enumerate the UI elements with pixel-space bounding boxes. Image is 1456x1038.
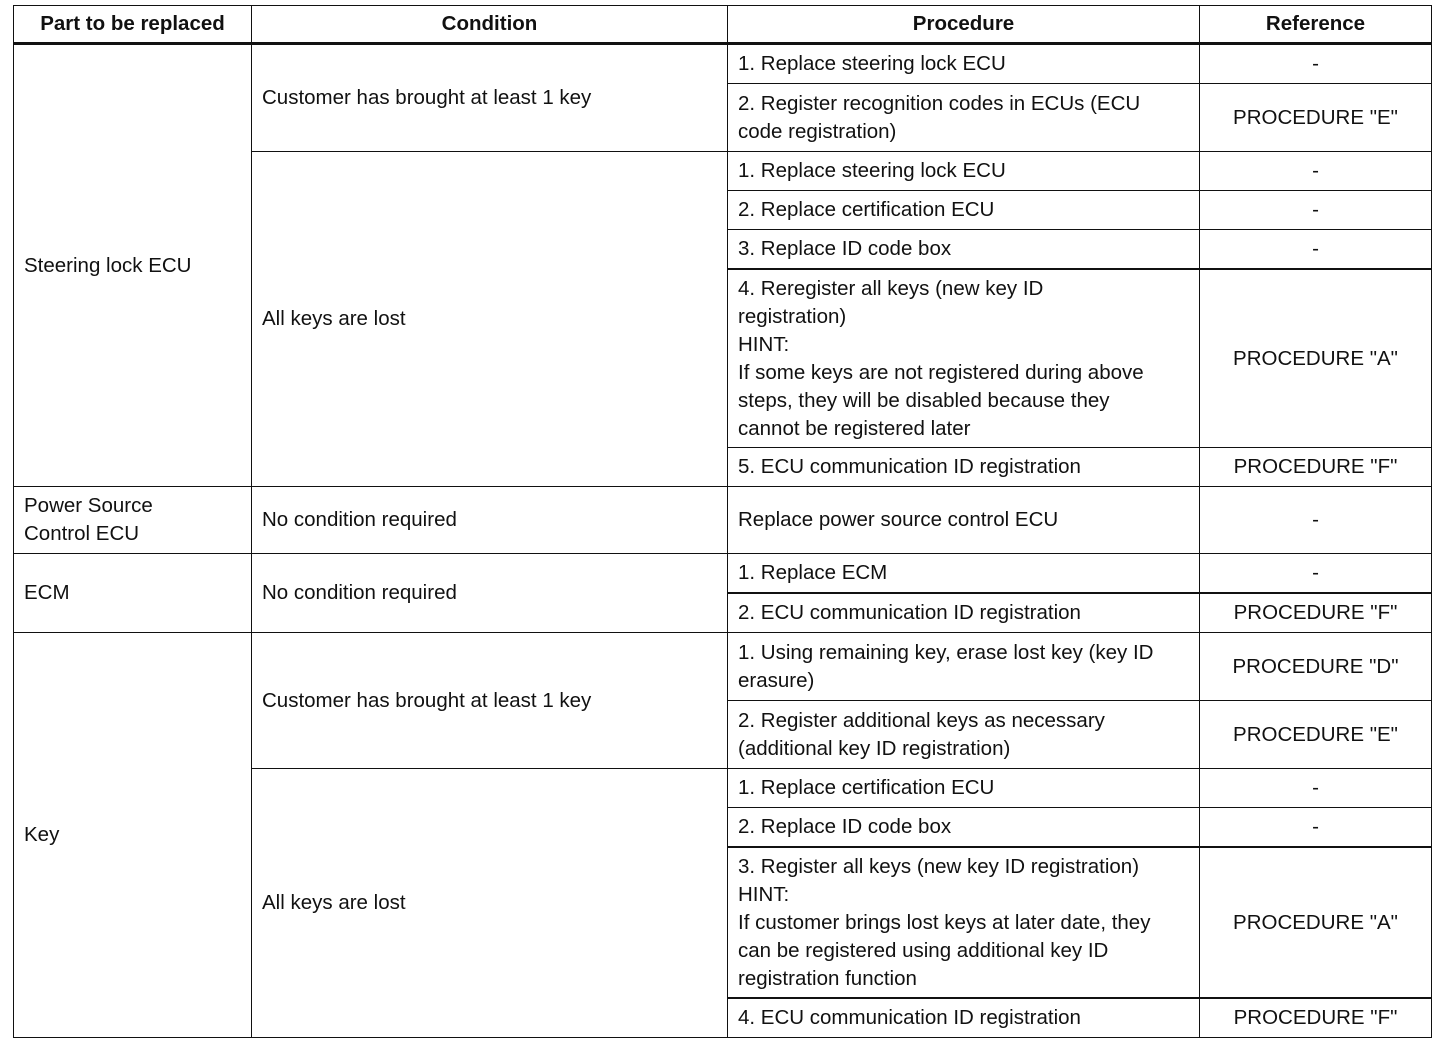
reference-cell: - — [1200, 808, 1432, 848]
reference-cell: PROCEDURE "F" — [1200, 448, 1432, 487]
procedure-line: code registration) — [738, 119, 897, 143]
procedure-line: erasure) — [738, 668, 815, 692]
reference-cell: PROCEDURE "F" — [1200, 593, 1432, 633]
table-row — [14, 554, 1432, 594]
reference-cell: PROCEDURE "D" — [1200, 633, 1432, 701]
hint-label: HINT: — [738, 332, 790, 356]
reference-cell: - — [1200, 554, 1432, 594]
procedure-cell — [728, 84, 1200, 152]
procedure-line: 2. Register recognition codes in ECUs (ECU — [738, 91, 1141, 115]
procedure-cell: 4. ECU communication ID registration — [728, 998, 1200, 1038]
header-procedure: Procedure — [728, 6, 1200, 44]
reference-cell: PROCEDURE "F" — [1200, 998, 1432, 1038]
procedure-cell: 1. Replace steering lock ECU — [728, 152, 1200, 191]
procedure-line: 1. Using remaining key, erase lost key (key ID — [738, 640, 1154, 664]
procedure-cell — [728, 633, 1200, 701]
procedure-line: registration) — [738, 304, 847, 328]
header-condition: Condition — [252, 6, 728, 44]
table-wrapper — [13, 5, 1432, 1038]
procedure-cell: 1. Replace steering lock ECU — [728, 44, 1200, 84]
reference-cell: PROCEDURE "E" — [1200, 84, 1432, 152]
part-key: Key — [14, 633, 252, 1038]
procedure-cell: Replace power source control ECU — [728, 487, 1200, 554]
part-power-source-control-ecu — [14, 487, 252, 554]
condition-cell: Customer has brought at least 1 key — [252, 633, 728, 769]
procedure-cell — [728, 701, 1200, 769]
header-reference: Reference — [1200, 6, 1432, 44]
procedure-cell: 3. Replace ID code box — [728, 230, 1200, 270]
reference-cell: - — [1200, 191, 1432, 230]
part-ecm: ECM — [14, 554, 252, 633]
header-part: Part to be replaced — [14, 6, 252, 44]
procedure-cell: 2. Replace ID code box — [728, 808, 1200, 848]
procedure-cell: 2. ECU communication ID registration — [728, 593, 1200, 633]
procedure-cell: 2. Replace certification ECU — [728, 191, 1200, 230]
condition-cell: No condition required — [252, 487, 728, 554]
condition-cell: All keys are lost — [252, 152, 728, 487]
condition-cell: No condition required — [252, 554, 728, 633]
reference-cell: - — [1200, 487, 1432, 554]
procedure-cell — [728, 847, 1200, 998]
reference-cell: - — [1200, 152, 1432, 191]
procedure-line: 2. Register additional keys as necessary — [738, 708, 1105, 732]
reference-cell: - — [1200, 44, 1432, 84]
header-row — [14, 6, 1432, 44]
hint-text: cannot be registered later — [738, 416, 971, 440]
hint-text: If customer brings lost keys at later date, they — [738, 910, 1151, 934]
hint-label: HINT: — [738, 882, 790, 906]
reference-cell: PROCEDURE "A" — [1200, 269, 1432, 448]
procedure-cell: 5. ECU communication ID registration — [728, 448, 1200, 487]
condition-cell: All keys are lost — [252, 769, 728, 1038]
procedure-cell: 1. Replace ECM — [728, 554, 1200, 594]
procedure-line: 4. Reregister all keys (new key ID — [738, 276, 1044, 300]
part-steering-lock-ecu: Steering lock ECU — [14, 44, 252, 487]
reference-cell: - — [1200, 230, 1432, 270]
hint-text: registration function — [738, 966, 917, 990]
table-row — [14, 44, 1432, 84]
procedure-cell: 1. Replace certification ECU — [728, 769, 1200, 808]
key-replacement-procedure-table — [13, 5, 1432, 1038]
part-line: Power Source — [24, 494, 153, 517]
hint-text: If some keys are not registered during above — [738, 360, 1144, 384]
reference-cell: PROCEDURE "A" — [1200, 847, 1432, 998]
reference-cell: - — [1200, 769, 1432, 808]
table-row — [14, 487, 1432, 554]
procedure-line: 3. Register all keys (new key ID registration) — [738, 854, 1140, 878]
table-row — [14, 633, 1432, 701]
reference-cell: PROCEDURE "E" — [1200, 701, 1432, 769]
hint-text: can be registered using additional key ID — [738, 938, 1109, 962]
part-line: Control ECU — [24, 522, 140, 545]
hint-text: steps, they will be disabled because they — [738, 388, 1110, 412]
condition-cell: Customer has brought at least 1 key — [252, 44, 728, 152]
procedure-cell — [728, 269, 1200, 448]
procedure-line: (additional key ID registration) — [738, 736, 1011, 760]
